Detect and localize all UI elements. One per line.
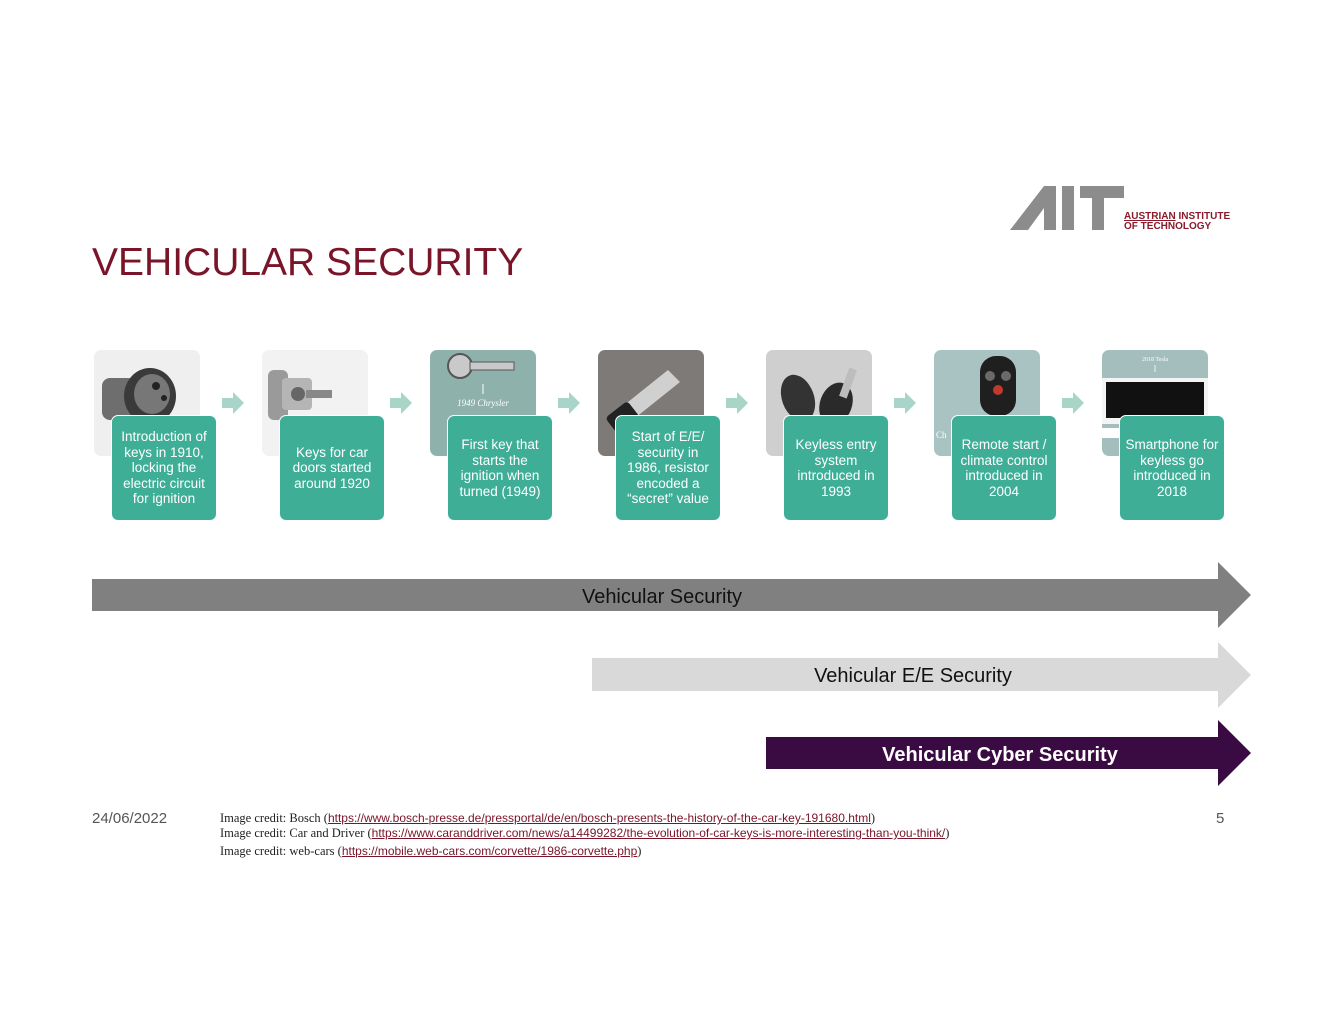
image-credit-car-and-driver xyxy=(220,826,949,841)
timeline-card-2004: Remote start / climate control introduced in 2004 xyxy=(951,415,1057,521)
logo-wordmark xyxy=(1124,212,1230,232)
vehicular-ee-security-label: Vehicular E/E Security xyxy=(814,665,1012,687)
vehicular-cyber-security-label: Vehicular Cyber Security xyxy=(882,744,1118,766)
logo-wordmark-institute: INSTITUTE xyxy=(1175,211,1231,222)
timeline-arrow-icon xyxy=(726,392,748,414)
timeline-arrow-icon xyxy=(390,392,412,414)
vehicular-security-label: Vehicular Security xyxy=(581,586,743,608)
timeline-card-1910: Introduction of keys in 1910, locking the electric circuit for ignition xyxy=(111,415,217,521)
credit-suffix: ) xyxy=(870,811,876,825)
photo-caption-tesla: 2018 Tesla xyxy=(1142,357,1168,363)
credit-suffix: ) xyxy=(945,826,950,840)
credit-suffix: ) xyxy=(637,844,642,858)
logo-wordmark-austrian: AUSTRIAN xyxy=(1124,211,1176,222)
image-credit-web-cars xyxy=(220,844,641,859)
timeline-arrow-icon xyxy=(222,392,244,414)
timeline-arrow-icon xyxy=(894,392,916,414)
credit-prefix: Image credit: Bosch ( xyxy=(220,811,328,825)
credit-link-web-cars[interactable]: https://mobile.web-cars.com/corvette/1986-corvette.php xyxy=(341,844,638,858)
timeline-card-1920: Keys for car doors started around 1920 xyxy=(279,415,385,521)
timeline-arrow-icon xyxy=(558,392,580,414)
timeline-arrow-icon xyxy=(1062,392,1084,414)
photo-caption-partial: Ch xyxy=(936,430,947,440)
timeline-card-1986: Start of E/E/ security in 1986, resistor encoded a “secret” value xyxy=(615,415,721,521)
timeline-card-1993: Keyless entry system introduced in 1993 xyxy=(783,415,889,521)
slide-title: VEHICULAR SECURITY xyxy=(92,241,524,284)
photo-caption-chrysler: 1949 Chrysler xyxy=(457,398,509,408)
image-credit-bosch xyxy=(220,811,875,826)
page-number: 5 xyxy=(1216,810,1225,827)
timeline-card-2018: Smartphone for keyless go introduced in 2018 xyxy=(1119,415,1225,521)
timeline-card-1949: First key that starts the ignition when turned (1949) xyxy=(447,415,553,521)
slide-date: 24/06/2022 xyxy=(92,810,168,827)
credit-link-car-and-driver[interactable]: https://www.caranddriver.com/news/a14499282/the-evolution-of-car-keys-is-more-interesting-than-you-think/ xyxy=(371,826,946,840)
credit-prefix: Image credit: web-cars ( xyxy=(220,844,342,858)
logo-wordmark-line2: OF TECHNOLOGY xyxy=(1124,221,1212,232)
credit-prefix: Image credit: Car and Driver ( xyxy=(220,826,372,840)
credit-link-bosch[interactable]: https://www.bosch-presse.de/pressportal/de/en/bosch-presents-the-history-of-the-car-key-191680.html xyxy=(327,811,871,825)
